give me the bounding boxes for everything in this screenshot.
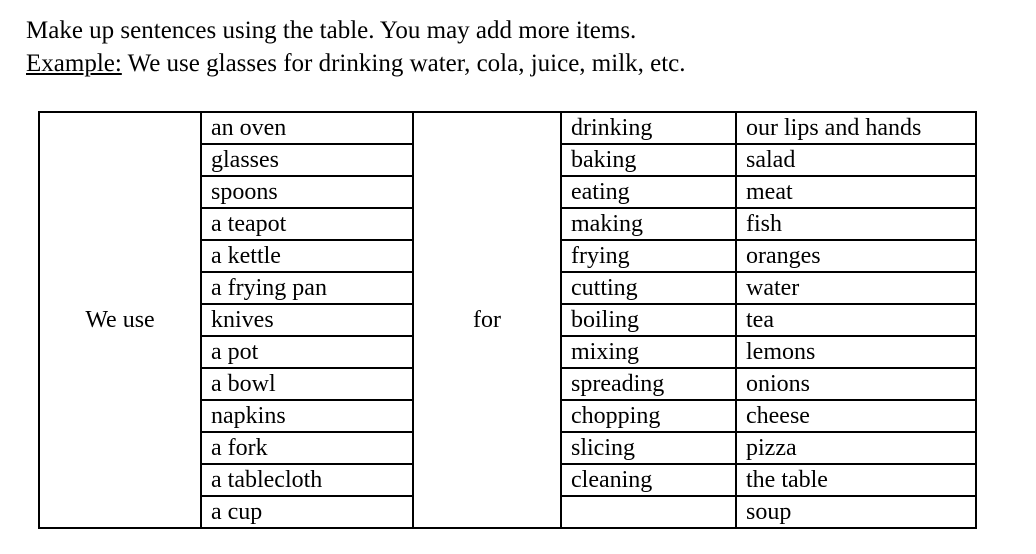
tool-cell: an oven — [201, 112, 413, 144]
action-cell: frying — [561, 240, 736, 272]
tool-cell: a pot — [201, 336, 413, 368]
example-label: Example: — [26, 50, 122, 77]
object-cell: soup — [736, 496, 976, 528]
instructions — [26, 14, 686, 80]
object-cell: meat — [736, 176, 976, 208]
action-cell: chopping — [561, 400, 736, 432]
object-cell: our lips and hands — [736, 112, 976, 144]
object-cell: lemons — [736, 336, 976, 368]
action-cell: cutting — [561, 272, 736, 304]
action-cell: eating — [561, 176, 736, 208]
object-cell: pizza — [736, 432, 976, 464]
object-cell: cheese — [736, 400, 976, 432]
object-cell: fish — [736, 208, 976, 240]
action-cell: boiling — [561, 304, 736, 336]
action-cell: baking — [561, 144, 736, 176]
tool-cell: a frying pan — [201, 272, 413, 304]
action-cell: drinking — [561, 112, 736, 144]
action-cell: spreading — [561, 368, 736, 400]
action-cell: mixing — [561, 336, 736, 368]
connector-cell: for — [413, 112, 561, 528]
substitution-table — [38, 111, 977, 529]
tool-cell: glasses — [201, 144, 413, 176]
tool-cell: a bowl — [201, 368, 413, 400]
action-cell — [561, 496, 736, 528]
example-line — [26, 47, 686, 80]
object-cell: oranges — [736, 240, 976, 272]
example-text: We use glasses for drinking water, cola, juice, milk, etc. — [121, 50, 686, 77]
object-cell: the table — [736, 464, 976, 496]
action-cell: cleaning — [561, 464, 736, 496]
tool-cell: spoons — [201, 176, 413, 208]
tool-cell: a cup — [201, 496, 413, 528]
tool-cell: a tablecloth — [201, 464, 413, 496]
tool-cell: napkins — [201, 400, 413, 432]
tool-cell: a teapot — [201, 208, 413, 240]
tool-cell: a fork — [201, 432, 413, 464]
tool-cell: knives — [201, 304, 413, 336]
table-row — [39, 112, 976, 144]
object-cell: onions — [736, 368, 976, 400]
table-body — [39, 112, 976, 528]
object-cell: salad — [736, 144, 976, 176]
object-cell: tea — [736, 304, 976, 336]
instruction-line: Make up sentences using the table. You may add more items. — [26, 17, 637, 44]
object-cell: water — [736, 272, 976, 304]
action-cell: slicing — [561, 432, 736, 464]
tool-cell: a kettle — [201, 240, 413, 272]
subject-cell: We use — [39, 112, 201, 528]
action-cell: making — [561, 208, 736, 240]
